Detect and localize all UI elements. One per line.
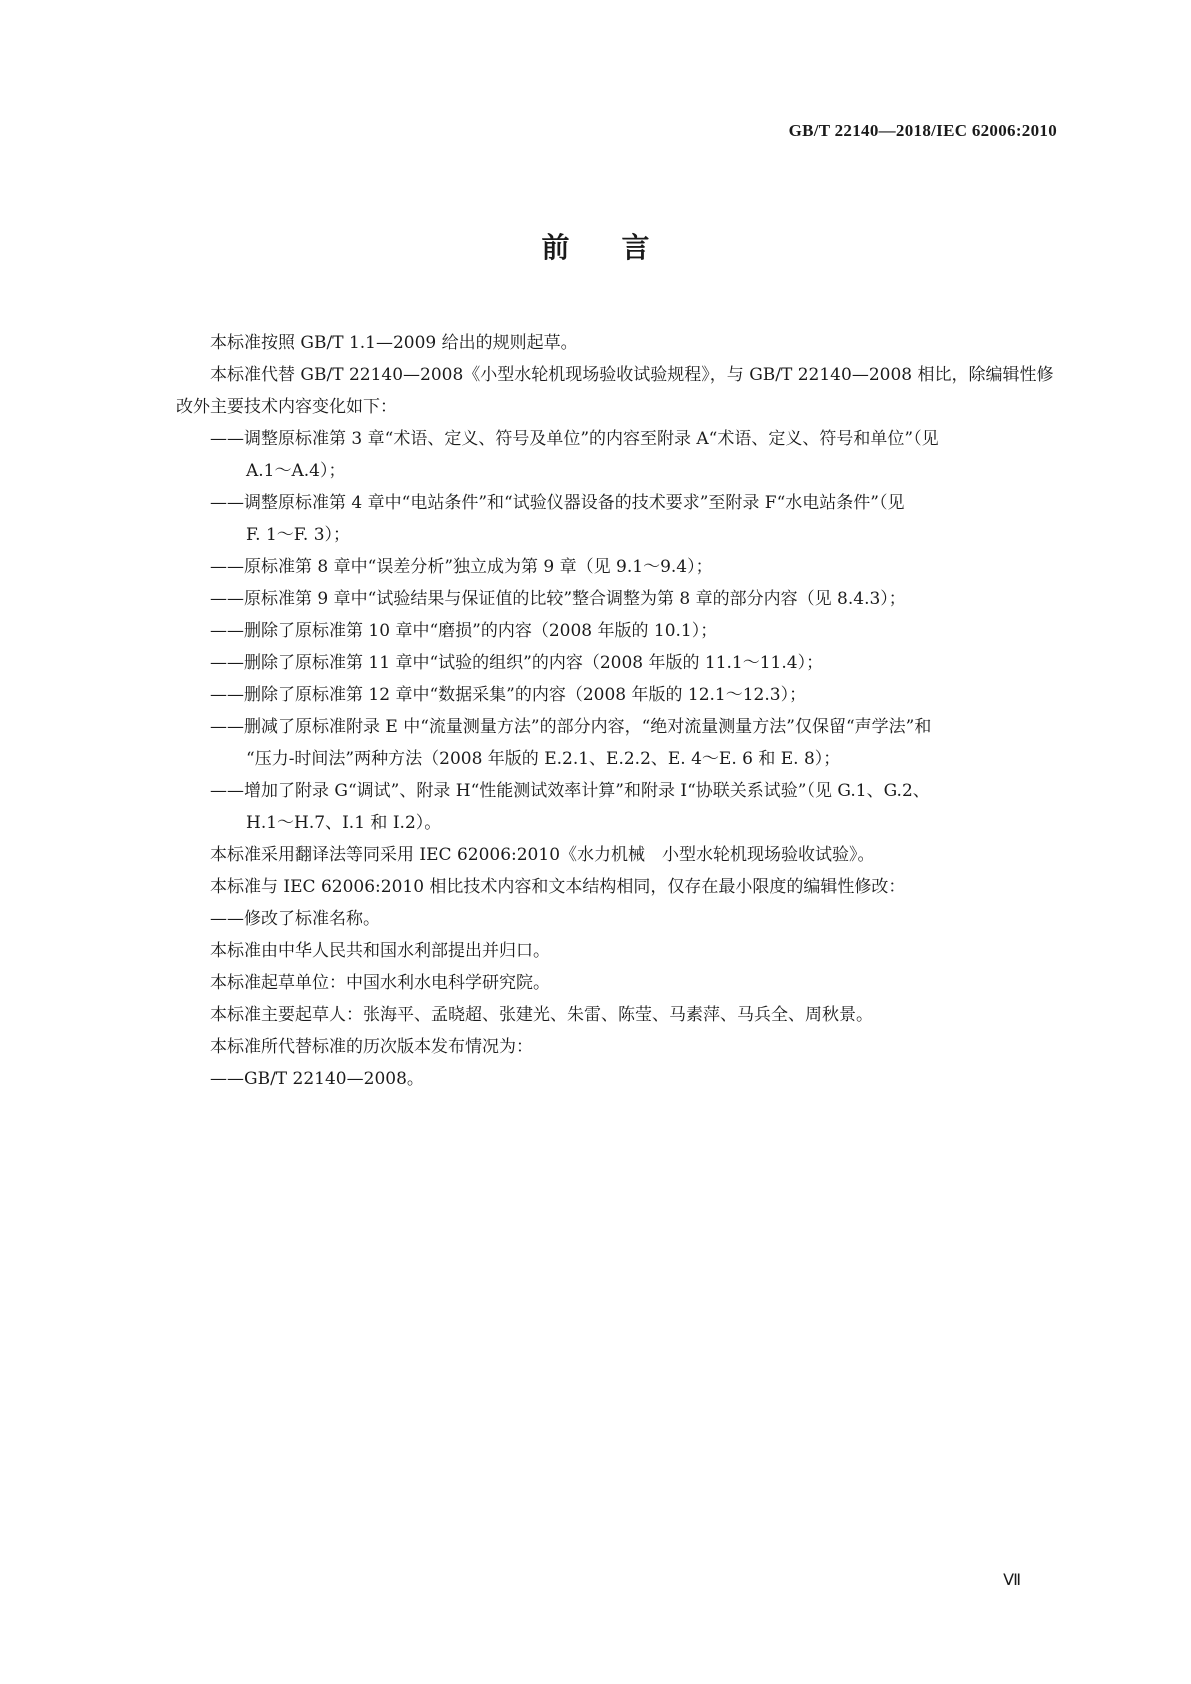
- change-item: [176, 551, 1056, 583]
- change-item: [176, 423, 1056, 487]
- history-item-text: ——GB/T 22140—2008。: [210, 1069, 424, 1089]
- modification-item-text: ——修改了标准名称。: [210, 909, 380, 929]
- change-item: [176, 711, 1056, 775]
- change-item: [176, 615, 1056, 647]
- paragraph: 本标准与 IEC 62006:2010 相比技术内容和文本结构相同，仅存在最小限度的编辑性修改：: [210, 877, 906, 897]
- change-item-text: ——删减了原标准附录 E 中“流量测量方法”的部分内容，“绝对流量测量方法”仅保留“声学法”和: [210, 717, 932, 737]
- change-item: [176, 647, 1056, 679]
- change-item-text: ——删除了原标准第 10 章中“磨损”的内容（2008 年版的 10.1）；: [210, 621, 718, 641]
- change-item-text: ——删除了原标准第 12 章中“数据采集”的内容（2008 年版的 12.1～12.3）；: [210, 685, 807, 705]
- standard-code-header: GB/T 22140—2018/IEC 62006:2010: [788, 121, 1057, 140]
- paragraph: 本标准主要起草人：张海平、孟晓超、张建光、朱雷、陈莹、马素萍、马兵全、周秋景。: [210, 1005, 873, 1025]
- change-item: [176, 679, 1056, 711]
- page-title: 前言: [541, 231, 702, 264]
- history-item: [176, 1063, 1056, 1095]
- paragraph: 本标准采用翻译法等同采用 IEC 62006:2010《水力机械 小型水轮机现场验收试验》。: [210, 845, 875, 865]
- change-item: [176, 487, 1056, 551]
- change-item-continuation: A.1～A.4）；: [246, 461, 346, 481]
- page-number: Ⅶ: [1003, 1572, 1021, 1589]
- foreword-body: [176, 327, 1056, 1095]
- modification-item: [176, 903, 1056, 935]
- paragraph: 本标准由中华人民共和国水利部提出并归口。: [210, 941, 550, 961]
- change-item: [176, 775, 1056, 839]
- change-item-text: ——原标准第 8 章中“误差分析”独立成为第 9 章（见 9.1～9.4）；: [210, 557, 713, 577]
- change-item-text: ——删除了原标准第 11 章中“试验的组织”的内容（2008 年版的 11.1～11.4）；: [210, 653, 824, 673]
- change-item-continuation: H.1～H.7、I.1 和 I.2）。: [246, 813, 442, 833]
- change-item-text: ——增加了附录 G“调试”、附录 H“性能测试效率计算”和附录 I“协联关系试验”（见 G.1、G.2、: [210, 781, 930, 801]
- change-item-text: ——调整原标准第 3 章“术语、定义、符号及单位”的内容至附录 A“术语、定义、符号和单位”（见: [210, 429, 939, 449]
- change-item-continuation: “压力-时间法”两种方法（2008 年版的 E.2.1、E.2.2、E. 4～E. 6 和 E. 8）；: [246, 749, 841, 769]
- change-item: [176, 583, 1056, 615]
- change-item-text: ——调整原标准第 4 章中“电站条件”和“试验仪器设备的技术要求”至附录 F“水电站条件”（见: [210, 493, 905, 513]
- change-item-text: ——原标准第 9 章中“试验结果与保证值的比较”整合调整为第 8 章的部分内容（见 8.4.3）；: [210, 589, 906, 609]
- change-item-continuation: F. 1～F. 3）；: [246, 525, 351, 545]
- paragraph: 本标准起草单位：中国水利水电科学研究院。: [210, 973, 550, 993]
- paragraph: 本标准按照 GB/T 1.1—2009 给出的规则起草。: [210, 333, 578, 353]
- paragraph: 本标准代替 GB/T 22140—2008《小型水轮机现场验收试验规程》，与 GB/T 22140—2008 相比，除编辑性修改外主要技术内容变化如下：: [176, 365, 1054, 417]
- paragraph: 本标准所代替标准的历次版本发布情况为：: [210, 1037, 533, 1057]
